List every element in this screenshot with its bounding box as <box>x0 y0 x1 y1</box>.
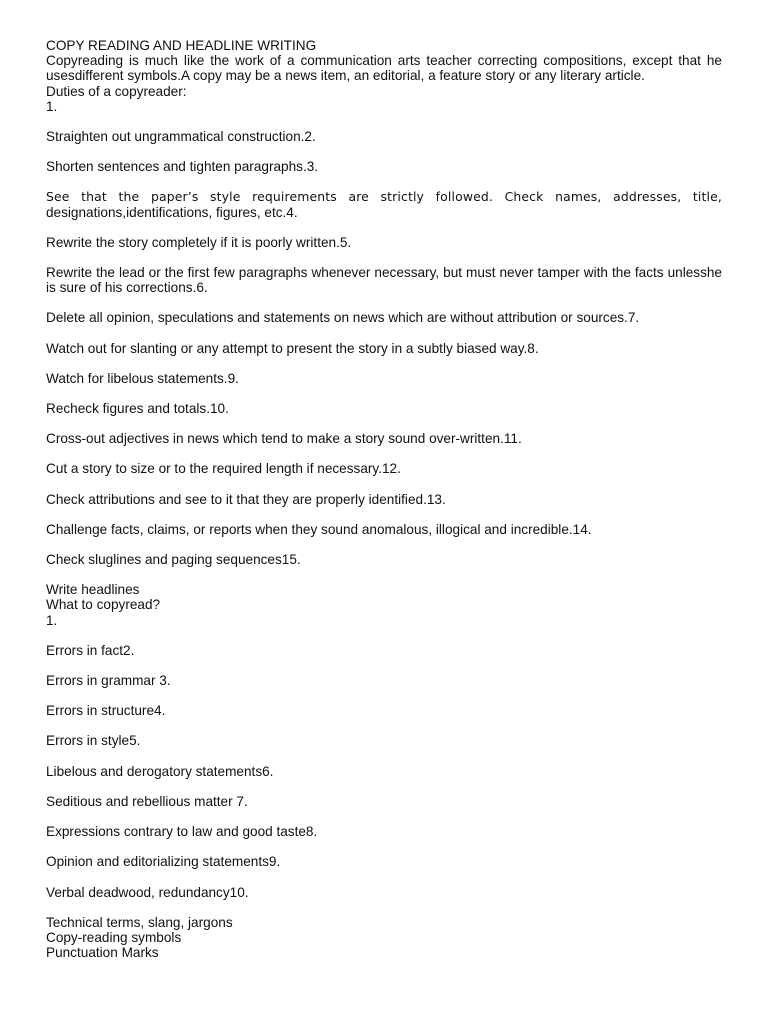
document-title: COPY READING AND HEADLINE WRITING <box>46 38 317 53</box>
copy-reading-symbols-line: Copy-reading symbols <box>46 929 182 945</box>
duty-item: Delete all opinion, speculations and statements on news which are without attribution or sources.7. <box>46 310 640 326</box>
duty-item: See that the paper’s style requirements are strictly followed. Check names, addresses, title, <box>46 189 722 205</box>
duty-item: Check attributions and see to it that they are properly identified.13. <box>46 491 446 507</box>
duties-list-start: 1. <box>46 98 58 114</box>
duty-item: Cut a story to size or to the required length if necessary.12. <box>46 461 401 477</box>
what-item: Errors in structure4. <box>46 703 166 719</box>
technical-terms-line: Technical terms, slang, jargons <box>46 914 233 930</box>
what-list-start: 1. <box>46 612 58 628</box>
duty-item: Straighten out ungrammatical construction.2. <box>46 129 316 145</box>
what-item: Libelous and derogatory statements6. <box>46 763 274 779</box>
duty-item: Recheck figures and totals.10. <box>46 401 229 417</box>
duty-item: Challenge facts, claims, or reports when they sound anomalous, illogical and incredible.14. <box>46 521 592 537</box>
what-item: Errors in style5. <box>46 733 141 749</box>
what-to-copyread-heading: What to copyread? <box>46 597 161 613</box>
duty-item: Cross-out adjectives in news which tend to make a story sound over-written.11. <box>46 431 522 447</box>
what-item: Errors in fact2. <box>46 642 135 658</box>
duty-item: Watch out for slanting or any attempt to present the story in a subtly biased way.8. <box>46 340 539 356</box>
duty-item-continued: designations,identifications, figures, etc.4. <box>46 204 298 220</box>
punctuation-marks-line: Punctuation Marks <box>46 945 159 961</box>
what-item: Verbal deadwood, redundancy10. <box>46 884 249 900</box>
what-item: Expressions contrary to law and good taste8. <box>46 824 318 840</box>
duties-heading: Duties of a copyreader: <box>46 83 187 99</box>
duty-item: Shorten sentences and tighten paragraphs.3. <box>46 159 319 175</box>
intro-paragraph: Copyreading is much like the work of a communication arts teacher correcting compositions, except that he usesdifferent symbols.A copy may be a news item, an editorial, a feature story or any literary article. <box>46 53 722 84</box>
what-item: Opinion and editorializing statements9. <box>46 854 281 870</box>
duty-item: Rewrite the lead or the first few paragraphs whenever necessary, but must never tamper with the facts unlesshe is sure of his corrections.6. <box>46 265 722 296</box>
what-item: Seditious and rebellious matter 7. <box>46 793 248 809</box>
document-page <box>46 38 722 960</box>
duty-item: Rewrite the story completely if it is poorly written.5. <box>46 234 352 250</box>
duty-item: Check sluglines and paging sequences15. <box>46 552 301 568</box>
write-headlines-line: Write headlines <box>46 582 140 598</box>
duty-item: Watch for libelous statements.9. <box>46 370 239 386</box>
what-item: Errors in grammar 3. <box>46 673 171 689</box>
